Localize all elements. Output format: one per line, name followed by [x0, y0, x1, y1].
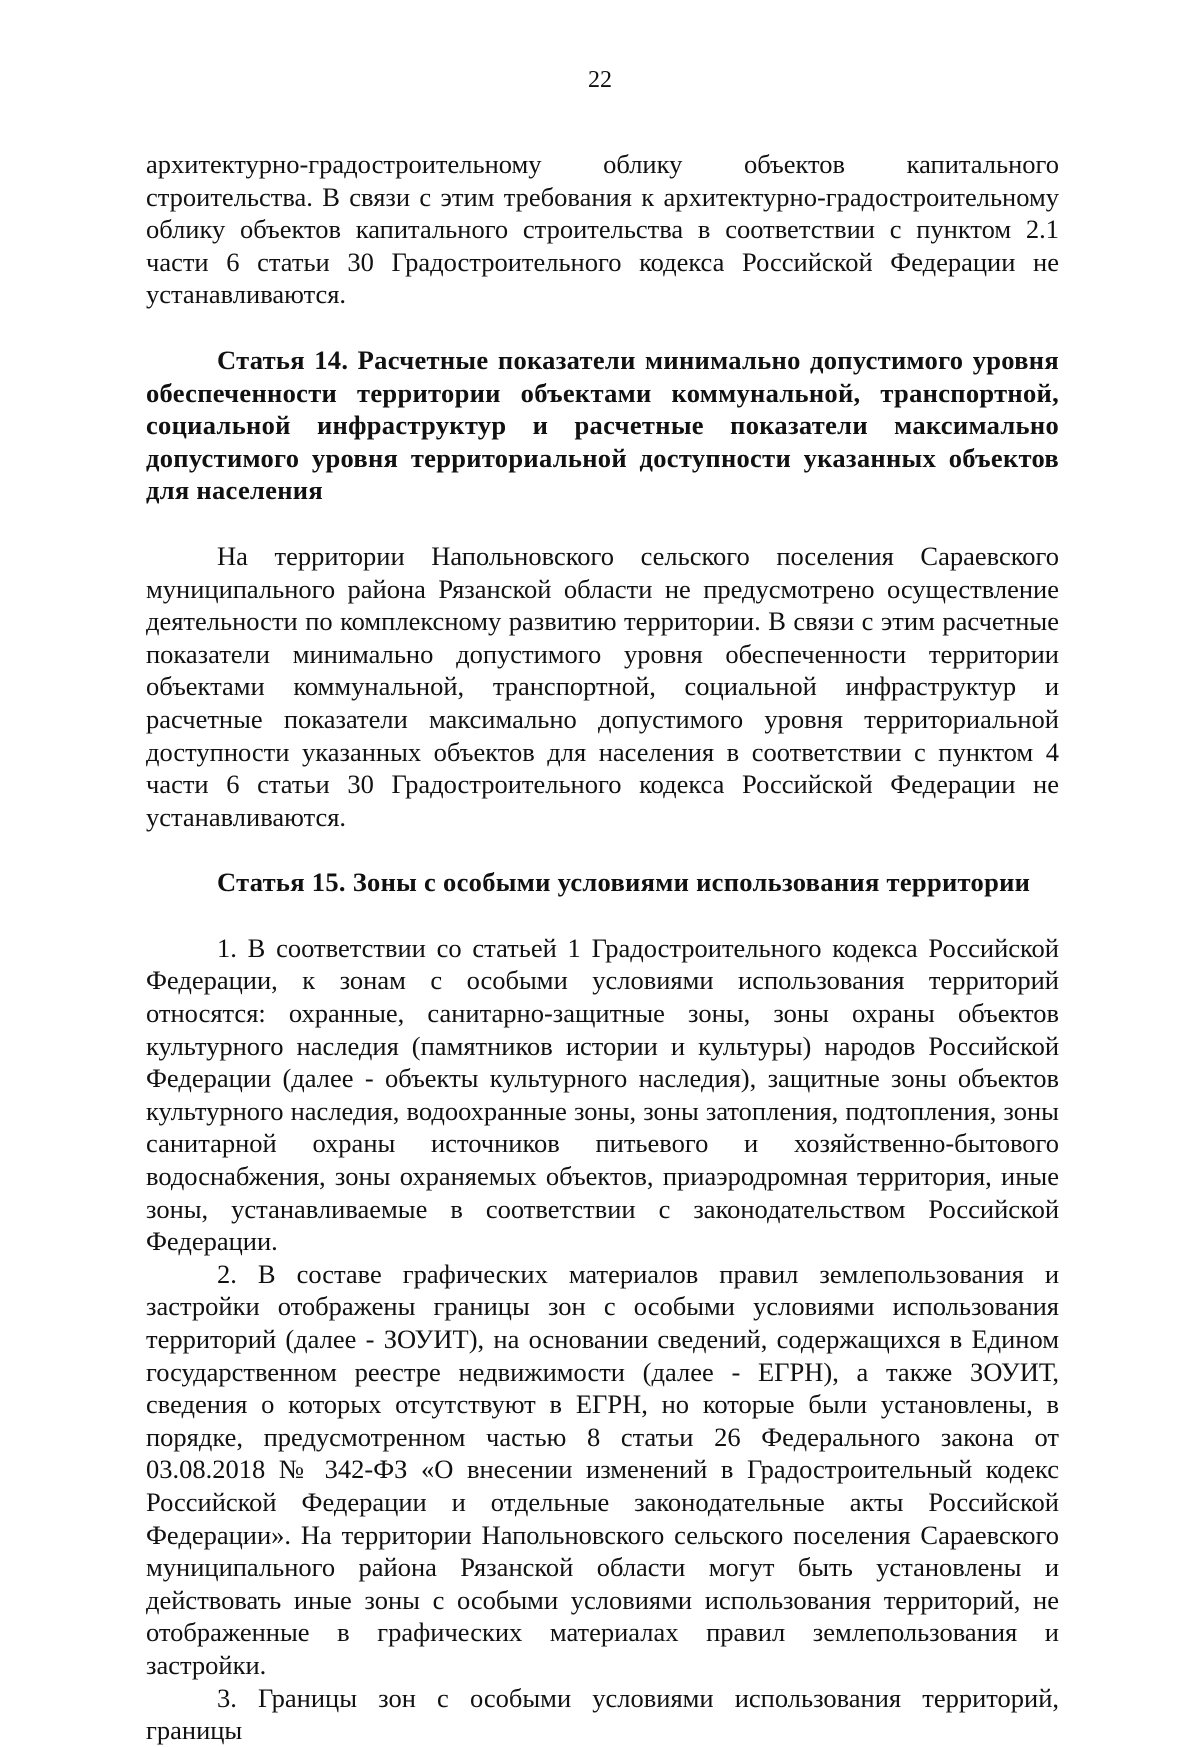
article-14-body: На территории Напольновского сельского поселения Сараевского муниципального района Рязанской области не предусмотрено осуществление деятельности по комплексному развитию территории. В связи с этим расчетные показатели минимально допустимого уровня обеспеченности территории объектами коммунальной, транспортной, социальной инфраструктур и расчетные показатели максимально допустимого уровня территориальной доступности указанных объектов для населения в соответствии с пунктом 4 части 6 статьи 30 Градостроительного кодекса Российской Федерации не устанавливаются. — [146, 540, 1059, 832]
spacer — [146, 899, 1059, 932]
document-body — [146, 148, 1059, 1747]
article-15-item-3: 3. Границы зон с особыми условиями использования территорий, границы — [146, 1682, 1059, 1746]
article-15-item-1: 1. В соответствии со статьей 1 Градостроительного кодекса Российской Федерации, к зонам с особыми условиями использования территорий относятся: охранные, санитарно-защитные зоны, зоны охраны объектов культурного наследия (памятников истории и культуры) народов Российской Федерации (далее - объекты культурного наследия), защитные зоны объектов культурного наследия, водоохранные зоны, зоны затопления, подтопления, зоны санитарной охраны источников питьевого и хозяйственно-бытового водоснабжения, зоны охраняемых объектов, приаэродромная территория, иные зоны, устанавливаемые в соответствии с законодательством Российской Федерации. — [146, 932, 1059, 1257]
article-14-heading: Статья 14. Расчетные показатели минимально допустимого уровня обеспеченности территории объектами коммунальной, транспортной, социальной инфраструктур и расчетные показатели максимально допустимого уровня территориальной доступности указанных объектов для населения — [146, 344, 1059, 506]
spacer — [146, 507, 1059, 540]
paragraph-continued: архитектурно-градостроительному облику объектов капитального строительства. В связи с этим требования к архитектурно-градостроительному облику объектов капитального строительства в соответствии с пунктом 2.1 части 6 статьи 30 Градостроительного кодекса Российской Федерации не устанавливаются. — [146, 149, 1059, 310]
article-15-heading: Статья 15. Зоны с особыми условиями использования территории — [217, 867, 1031, 898]
spacer — [146, 833, 1059, 866]
article-15-item-2: 2. В составе графических материалов правил землепользования и застройки отображены границы зон с особыми условиями использования территорий (далее - ЗОУИТ), на основании сведений, содержащихся в Едином государственном реестре недвижимости (далее - ЕГРН), а также ЗОУИТ, сведения о которых отсутствуют в ЕГРН, но которые были установлены, в порядке, предусмотренном частью 8 статьи 26 Федерального закона от 03.08.2018 № 342-ФЗ «О внесении изменений в Градостроительный кодекс Российской Федерации и отдельные законодательные акты Российской Федерации». На территории Напольновского сельского поселения Сараевского муниципального района Рязанской области могут быть установлены и действовать иные зоны с особыми условиями использования территорий, не отображенные в графических материалах правил землепользования и застройки. — [146, 1258, 1059, 1680]
page-number: 22 — [588, 67, 612, 93]
spacer — [146, 311, 1059, 344]
